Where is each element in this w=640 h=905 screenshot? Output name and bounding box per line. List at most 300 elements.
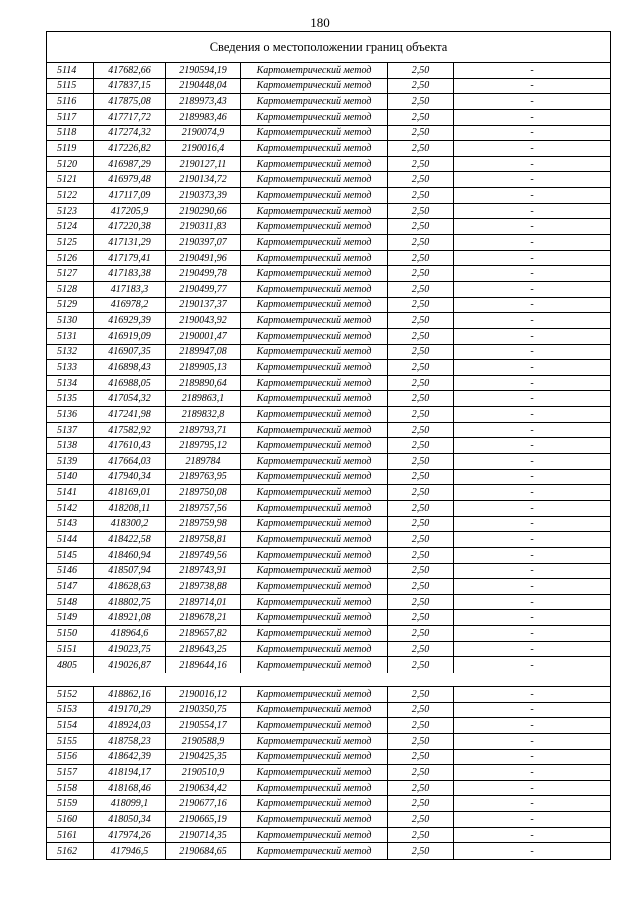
point-number-cell: 5130 [47, 313, 94, 328]
point-number-cell: 5154 [47, 718, 94, 733]
method-cell: Картометрический метод [241, 750, 388, 765]
table-row [47, 485, 610, 501]
accuracy-cell: 2,50 [388, 734, 454, 749]
method-cell: Картометрический метод [241, 564, 388, 579]
method-cell: Картометрический метод [241, 391, 388, 406]
y-coordinate-cell: 2190677,16 [166, 796, 241, 811]
method-cell: Картометрический метод [241, 734, 388, 749]
method-cell: Картометрический метод [241, 595, 388, 610]
x-coordinate-cell: 416919,09 [94, 329, 166, 344]
accuracy-cell: 2,50 [388, 485, 454, 500]
table-row [47, 687, 610, 703]
x-coordinate-cell: 418924,03 [94, 718, 166, 733]
y-coordinate-cell: 2190134,72 [166, 172, 241, 187]
method-cell: Картометрический метод [241, 172, 388, 187]
table-row [47, 579, 610, 595]
description-cell: - [530, 565, 534, 577]
point-number-cell: 5114 [47, 63, 94, 78]
method-cell: Картометрический метод [241, 532, 388, 547]
method-cell: Картометрический метод [241, 642, 388, 657]
point-number-cell: 5143 [47, 517, 94, 532]
y-coordinate-cell: 2189784 [166, 454, 241, 469]
table-row [47, 235, 610, 251]
description-cell: - [530, 408, 534, 420]
table-row [47, 828, 610, 844]
point-number-cell: 5120 [47, 157, 94, 172]
method-cell: Картометрический метод [241, 63, 388, 78]
method-cell: Картометрический метод [241, 204, 388, 219]
x-coordinate-cell: 417220,38 [94, 219, 166, 234]
point-number-cell: 5119 [47, 141, 94, 156]
accuracy-cell: 2,50 [388, 657, 454, 673]
x-coordinate-cell: 417117,09 [94, 188, 166, 203]
accuracy-cell: 2,50 [388, 251, 454, 266]
table-row [47, 548, 610, 564]
table-row [47, 126, 610, 142]
table-row [47, 407, 610, 423]
description-cell: - [530, 767, 534, 778]
table-row [47, 781, 610, 797]
y-coordinate-cell: 2190594,19 [166, 63, 241, 78]
x-coordinate-cell: 417205,9 [94, 204, 166, 219]
point-number-cell: 5132 [47, 345, 94, 360]
method-cell: Картометрический метод [241, 579, 388, 594]
description-cell: - [530, 111, 534, 123]
x-coordinate-cell: 418050,34 [94, 812, 166, 827]
accuracy-cell: 2,50 [388, 517, 454, 532]
accuracy-cell: 2,50 [388, 564, 454, 579]
accuracy-cell: 2,50 [388, 79, 454, 94]
accuracy-cell: 2,50 [388, 687, 454, 702]
description-cell: - [530, 518, 534, 530]
y-coordinate-cell: 2189678,21 [166, 610, 241, 625]
point-number-cell: 5135 [47, 391, 94, 406]
accuracy-cell: 2,50 [388, 391, 454, 406]
description-cell: - [530, 596, 534, 608]
x-coordinate-cell: 418964,6 [94, 626, 166, 641]
accuracy-cell: 2,50 [388, 266, 454, 281]
x-coordinate-cell: 416978,2 [94, 298, 166, 313]
y-coordinate-cell: 2190684,65 [166, 843, 241, 859]
description-cell: - [530, 549, 534, 561]
accuracy-cell: 2,50 [388, 110, 454, 125]
point-number-cell: 5147 [47, 579, 94, 594]
description-cell: - [530, 393, 534, 405]
x-coordinate-cell: 418208,11 [94, 501, 166, 516]
method-cell: Картометрический метод [241, 470, 388, 485]
method-cell: Картометрический метод [241, 687, 388, 702]
table-row [47, 204, 610, 220]
y-coordinate-cell: 2190311,83 [166, 219, 241, 234]
y-coordinate-cell: 2189973,43 [166, 94, 241, 109]
table-row [47, 423, 610, 439]
accuracy-cell: 2,50 [388, 94, 454, 109]
y-coordinate-cell: 2189983,46 [166, 110, 241, 125]
x-coordinate-cell: 418169,01 [94, 485, 166, 500]
accuracy-cell: 2,50 [388, 219, 454, 234]
y-coordinate-cell: 2190016,4 [166, 141, 241, 156]
method-cell: Картометрический метод [241, 610, 388, 625]
accuracy-cell: 2,50 [388, 126, 454, 141]
table-row [47, 470, 610, 486]
description-cell: - [530, 158, 534, 170]
x-coordinate-cell: 416979,48 [94, 172, 166, 187]
accuracy-cell: 2,50 [388, 298, 454, 313]
point-number-cell: 5139 [47, 454, 94, 469]
table-row [47, 313, 610, 329]
table-row [47, 564, 610, 580]
method-cell: Картометрический метод [241, 251, 388, 266]
description-cell: - [530, 845, 534, 857]
point-number-cell: 5149 [47, 610, 94, 625]
y-coordinate-cell: 2190588,9 [166, 734, 241, 749]
point-number-cell: 5127 [47, 266, 94, 281]
y-coordinate-cell: 2190665,19 [166, 812, 241, 827]
method-cell: Картометрический метод [241, 718, 388, 733]
method-cell: Картометрический метод [241, 781, 388, 796]
y-coordinate-cell: 2189644,16 [166, 657, 241, 673]
description-cell: - [530, 221, 534, 233]
accuracy-cell: 2,50 [388, 407, 454, 422]
x-coordinate-cell: 418099,1 [94, 796, 166, 811]
description-cell: - [530, 346, 534, 358]
table-row [47, 750, 610, 766]
table-group-2 [47, 687, 610, 859]
accuracy-cell: 2,50 [388, 595, 454, 610]
y-coordinate-cell: 2190001,47 [166, 329, 241, 344]
description-cell: - [530, 252, 534, 264]
x-coordinate-cell: 416988,05 [94, 376, 166, 391]
accuracy-cell: 2,50 [388, 454, 454, 469]
table-row [47, 94, 610, 110]
y-coordinate-cell: 2190714,35 [166, 828, 241, 843]
boundary-table [46, 31, 611, 860]
description-cell: - [530, 80, 534, 92]
x-coordinate-cell: 418758,23 [94, 734, 166, 749]
description-cell: - [530, 471, 534, 483]
description-cell: - [530, 627, 534, 639]
description-cell: - [530, 377, 534, 389]
description-cell: - [530, 330, 534, 342]
y-coordinate-cell: 2190074,9 [166, 126, 241, 141]
x-coordinate-cell: 418862,16 [94, 687, 166, 702]
accuracy-cell: 2,50 [388, 360, 454, 375]
y-coordinate-cell: 2189643,25 [166, 642, 241, 657]
point-number-cell: 5133 [47, 360, 94, 375]
method-cell: Картометрический метод [241, 796, 388, 811]
x-coordinate-cell: 417875,08 [94, 94, 166, 109]
x-coordinate-cell: 419170,29 [94, 703, 166, 718]
method-cell: Картометрический метод [241, 110, 388, 125]
table-row [47, 657, 610, 673]
x-coordinate-cell: 418194,17 [94, 765, 166, 780]
y-coordinate-cell: 2189793,71 [166, 423, 241, 438]
point-number-cell: 5141 [47, 485, 94, 500]
table-row [47, 110, 610, 126]
description-cell: - [530, 751, 534, 763]
description-cell: - [530, 315, 534, 327]
method-cell: Картометрический метод [241, 329, 388, 344]
table-row [47, 345, 610, 361]
x-coordinate-cell: 418921,08 [94, 610, 166, 625]
method-cell: Картометрический метод [241, 376, 388, 391]
accuracy-cell: 2,50 [388, 610, 454, 625]
method-cell: Картометрический метод [241, 360, 388, 375]
x-coordinate-cell: 418642,39 [94, 750, 166, 765]
x-coordinate-cell: 417610,43 [94, 438, 166, 453]
method-cell: Картометрический метод [241, 548, 388, 563]
accuracy-cell: 2,50 [388, 532, 454, 547]
accuracy-cell: 2,50 [388, 579, 454, 594]
y-coordinate-cell: 2189763,95 [166, 470, 241, 485]
x-coordinate-cell: 418628,63 [94, 579, 166, 594]
y-coordinate-cell: 2189795,12 [166, 438, 241, 453]
description-cell: - [530, 720, 534, 732]
table-row [47, 391, 610, 407]
y-coordinate-cell: 2190397,07 [166, 235, 241, 250]
table-row [47, 454, 610, 470]
description-cell: - [530, 205, 534, 217]
accuracy-cell: 2,50 [388, 376, 454, 391]
accuracy-cell: 2,50 [388, 313, 454, 328]
accuracy-cell: 2,50 [388, 329, 454, 344]
description-cell: - [530, 580, 534, 592]
table-row [47, 360, 610, 376]
table-row [47, 843, 610, 859]
y-coordinate-cell: 2190425,35 [166, 750, 241, 765]
description-cell: - [530, 361, 534, 373]
method-cell: Картометрический метод [241, 517, 388, 532]
x-coordinate-cell: 418300,2 [94, 517, 166, 532]
x-coordinate-cell: 418422,58 [94, 532, 166, 547]
description-cell: - [530, 283, 534, 295]
description-cell: - [530, 236, 534, 248]
method-cell: Картометрический метод [241, 282, 388, 297]
y-coordinate-cell: 2190016,12 [166, 687, 241, 702]
method-cell: Картометрический метод [241, 423, 388, 438]
accuracy-cell: 2,50 [388, 157, 454, 172]
point-number-cell: 5129 [47, 298, 94, 313]
x-coordinate-cell: 417582,92 [94, 423, 166, 438]
method-cell: Картометрический метод [241, 94, 388, 109]
x-coordinate-cell: 419023,75 [94, 642, 166, 657]
table-row [47, 329, 610, 345]
accuracy-cell: 2,50 [388, 796, 454, 811]
method-cell: Картометрический метод [241, 485, 388, 500]
point-number-cell: 5138 [47, 438, 94, 453]
description-cell: - [530, 502, 534, 514]
table-row [47, 595, 610, 611]
description-cell: - [530, 455, 534, 467]
point-number-cell: 5153 [47, 703, 94, 718]
table-row [47, 765, 610, 781]
y-coordinate-cell: 2189832,8 [166, 407, 241, 422]
description-cell: - [530, 299, 534, 311]
method-cell: Картометрический метод [241, 626, 388, 641]
y-coordinate-cell: 2189863,1 [166, 391, 241, 406]
point-number-cell: 5118 [47, 126, 94, 141]
table-row [47, 266, 610, 282]
description-cell: - [530, 813, 534, 825]
accuracy-cell: 2,50 [388, 703, 454, 718]
point-number-cell: 5137 [47, 423, 94, 438]
y-coordinate-cell: 2189743,91 [166, 564, 241, 579]
description-cell: - [530, 534, 534, 546]
accuracy-cell: 2,50 [388, 501, 454, 516]
description-cell: - [530, 829, 534, 841]
description-cell: - [530, 424, 534, 436]
point-number-cell: 5160 [47, 812, 94, 827]
description-cell: - [530, 487, 534, 499]
accuracy-cell: 2,50 [388, 423, 454, 438]
x-coordinate-cell: 417179,41 [94, 251, 166, 266]
point-number-cell: 5140 [47, 470, 94, 485]
point-number-cell: 5126 [47, 251, 94, 266]
description-cell: - [530, 688, 534, 700]
x-coordinate-cell: 417974,26 [94, 828, 166, 843]
table-row [47, 63, 610, 79]
point-number-cell: 5158 [47, 781, 94, 796]
description-cell: - [530, 174, 534, 186]
x-coordinate-cell: 416987,29 [94, 157, 166, 172]
x-coordinate-cell: 416929,39 [94, 313, 166, 328]
method-cell: Картометрический метод [241, 438, 388, 453]
table-row [47, 626, 610, 642]
point-number-cell: 5162 [47, 843, 94, 859]
table-row [47, 812, 610, 828]
point-number-cell: 5121 [47, 172, 94, 187]
x-coordinate-cell: 418168,46 [94, 781, 166, 796]
x-coordinate-cell: 418802,75 [94, 595, 166, 610]
method-cell: Картометрический метод [241, 141, 388, 156]
point-number-cell: 5146 [47, 564, 94, 579]
y-coordinate-cell: 2190137,37 [166, 298, 241, 313]
accuracy-cell: 2,50 [388, 235, 454, 250]
accuracy-cell: 2,50 [388, 470, 454, 485]
accuracy-cell: 2,50 [388, 828, 454, 843]
accuracy-cell: 2,50 [388, 843, 454, 859]
table-row [47, 157, 610, 173]
point-number-cell: 4805 [47, 657, 94, 673]
method-cell: Картометрический метод [241, 828, 388, 843]
y-coordinate-cell: 2190491,96 [166, 251, 241, 266]
point-number-cell: 5156 [47, 750, 94, 765]
point-number-cell: 5152 [47, 687, 94, 702]
x-coordinate-cell: 417837,15 [94, 79, 166, 94]
y-coordinate-cell: 2190373,39 [166, 188, 241, 203]
table-group-1 [47, 63, 610, 673]
method-cell: Картометрический метод [241, 843, 388, 859]
method-cell: Картометрический метод [241, 79, 388, 94]
x-coordinate-cell: 417183,3 [94, 282, 166, 297]
table-row [47, 501, 610, 517]
accuracy-cell: 2,50 [388, 63, 454, 78]
description-cell: - [530, 268, 534, 280]
description-cell: - [530, 189, 534, 201]
point-number-cell: 5115 [47, 79, 94, 94]
accuracy-cell: 2,50 [388, 204, 454, 219]
point-number-cell: 5157 [47, 765, 94, 780]
x-coordinate-cell: 417226,82 [94, 141, 166, 156]
description-cell: - [530, 612, 534, 624]
x-coordinate-cell: 417183,38 [94, 266, 166, 281]
point-number-cell: 5151 [47, 642, 94, 657]
table-row [47, 703, 610, 719]
accuracy-cell: 2,50 [388, 765, 454, 780]
x-coordinate-cell: 417054,32 [94, 391, 166, 406]
accuracy-cell: 2,50 [388, 642, 454, 657]
y-coordinate-cell: 2189749,56 [166, 548, 241, 563]
table-row [47, 642, 610, 658]
table-title: Сведения о местоположении границ объекта [47, 32, 610, 63]
y-coordinate-cell: 2190127,11 [166, 157, 241, 172]
table-row [47, 517, 610, 533]
description-cell: - [530, 127, 534, 139]
description-cell: - [530, 64, 534, 76]
method-cell: Картометрический метод [241, 501, 388, 516]
point-number-cell: 5134 [47, 376, 94, 391]
table-row [47, 796, 610, 812]
method-cell: Картометрический метод [241, 703, 388, 718]
table-row [47, 438, 610, 454]
point-number-cell: 5150 [47, 626, 94, 641]
table-row [47, 282, 610, 298]
accuracy-cell: 2,50 [388, 282, 454, 297]
point-number-cell: 5117 [47, 110, 94, 125]
point-number-cell: 5159 [47, 796, 94, 811]
point-number-cell: 5125 [47, 235, 94, 250]
y-coordinate-cell: 2190290,66 [166, 204, 241, 219]
y-coordinate-cell: 2190043,92 [166, 313, 241, 328]
description-cell: - [530, 659, 534, 671]
accuracy-cell: 2,50 [388, 188, 454, 203]
y-coordinate-cell: 2189758,81 [166, 532, 241, 547]
x-coordinate-cell: 416907,35 [94, 345, 166, 360]
method-cell: Картометрический метод [241, 812, 388, 827]
method-cell: Картометрический метод [241, 657, 388, 673]
page-number: 180 [310, 15, 330, 30]
y-coordinate-cell: 2190510,9 [166, 765, 241, 780]
accuracy-cell: 2,50 [388, 718, 454, 733]
point-number-cell: 5142 [47, 501, 94, 516]
method-cell: Картометрический метод [241, 298, 388, 313]
method-cell: Картометрический метод [241, 219, 388, 234]
table-row [47, 141, 610, 157]
point-number-cell: 5124 [47, 219, 94, 234]
point-number-cell: 5131 [47, 329, 94, 344]
y-coordinate-cell: 2190499,78 [166, 266, 241, 281]
description-cell: - [530, 782, 534, 794]
accuracy-cell: 2,50 [388, 172, 454, 187]
x-coordinate-cell: 418460,94 [94, 548, 166, 563]
point-number-cell: 5144 [47, 532, 94, 547]
x-coordinate-cell: 419026,87 [94, 657, 166, 673]
y-coordinate-cell: 2189890,64 [166, 376, 241, 391]
table-row [47, 610, 610, 626]
point-number-cell: 5145 [47, 548, 94, 563]
table-row [47, 734, 610, 750]
x-coordinate-cell: 417241,98 [94, 407, 166, 422]
y-coordinate-cell: 2190554,17 [166, 718, 241, 733]
y-coordinate-cell: 2189759,98 [166, 517, 241, 532]
table-row [47, 251, 610, 267]
x-coordinate-cell: 416898,43 [94, 360, 166, 375]
description-cell: - [530, 735, 534, 747]
y-coordinate-cell: 2189947,08 [166, 345, 241, 360]
accuracy-cell: 2,50 [388, 438, 454, 453]
x-coordinate-cell: 417940,34 [94, 470, 166, 485]
point-number-cell: 5116 [47, 94, 94, 109]
